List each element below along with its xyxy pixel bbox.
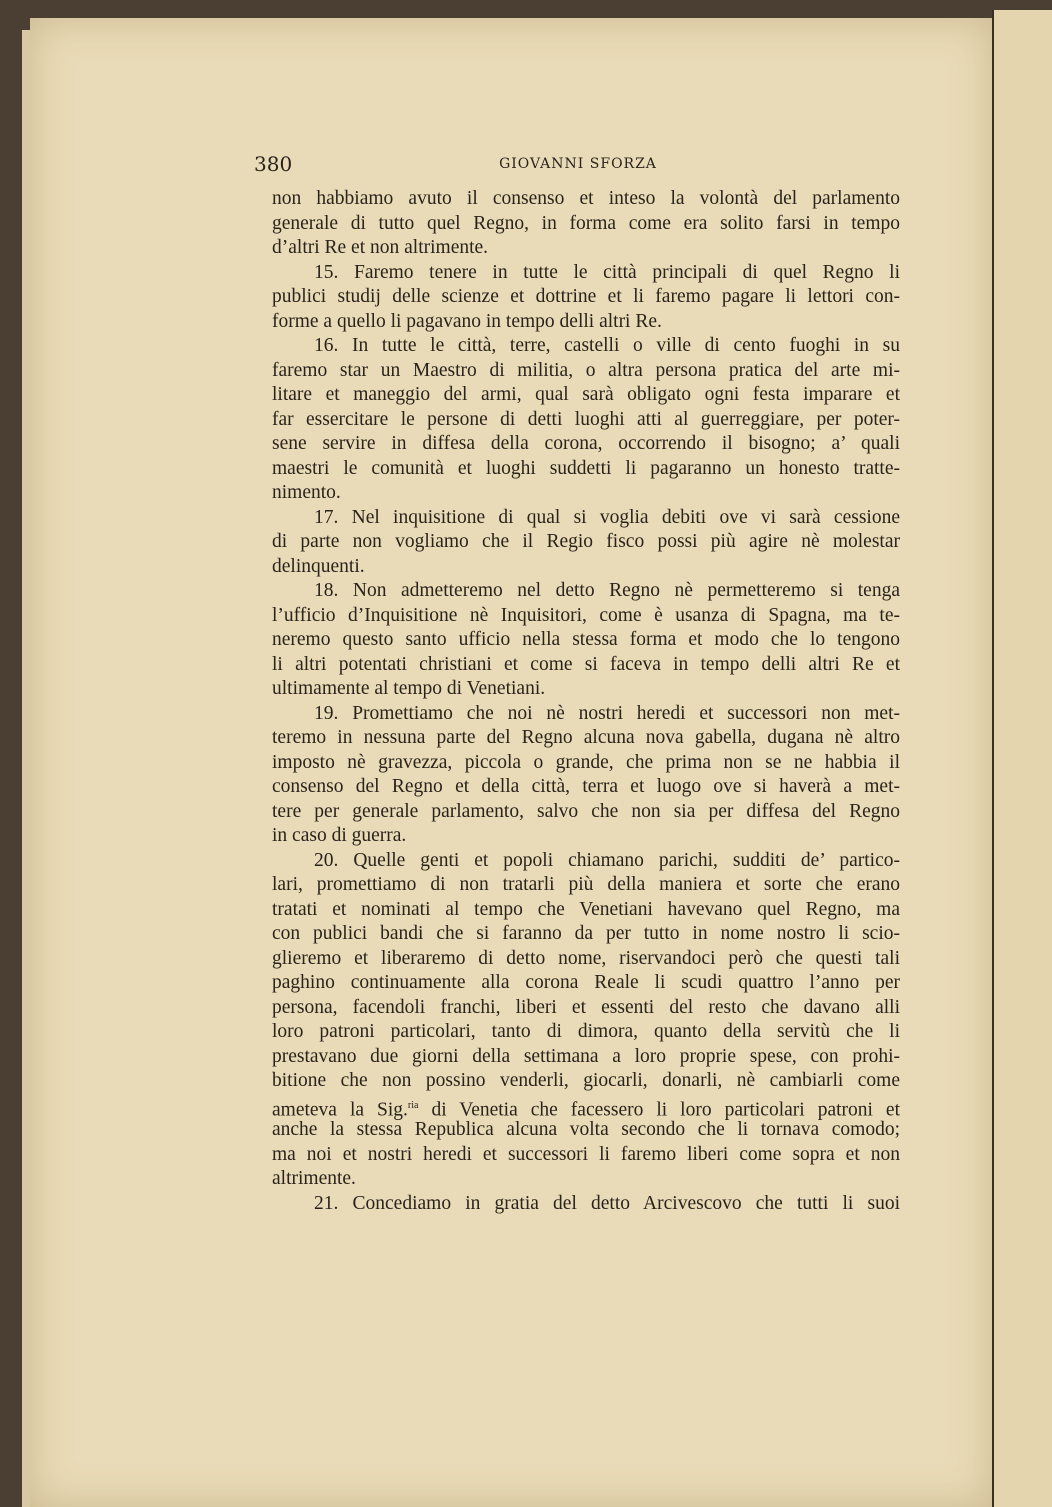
text-line: prestavano due giorni della settimana a loro proprie spese, con prohi- xyxy=(272,1045,900,1067)
text-line: d’altri Re et non altrimente. xyxy=(272,237,489,258)
text-line: imposto nè gravezza, piccola o grande, che prima non se ne habbia il xyxy=(272,751,900,773)
text-line: paghino continuamente alla corona Reale li scudi quattro l’anno per xyxy=(272,972,900,993)
paragraph xyxy=(272,261,900,335)
text-line: 17. Nel inquisitione di qual si voglia debiti ove vi sarà cessione xyxy=(314,506,900,528)
running-title: GIOVANNI SFORZA xyxy=(499,156,657,172)
text-line: lari, promettiamo di non tratarli più della maniera et sorte che erano xyxy=(272,874,900,895)
text-line: consenso del Regno et della città, terra et luogo ove si haverà a met- xyxy=(272,776,900,797)
text-line: 20. Quelle genti et popoli chiamano parichi, sudditi de’ partico- xyxy=(314,849,900,871)
text-line: 21. Concediamo in gratia del detto Arcivescovo che tutti li suoi xyxy=(314,1192,900,1214)
text-line: ma noi et nostri heredi et successori li faremo liberi come sopra et non xyxy=(272,1143,900,1165)
text-line: 16. In tutte le città, terre, castelli o ville di cento fuoghi in su xyxy=(314,335,900,356)
paragraph xyxy=(272,506,900,580)
text-line: litare et maneggio del armi, qual sarà obligato ogni festa imparare et xyxy=(272,384,900,405)
text-line: tratati et nominati al tempo che Venetiani havevano quel Regno, ma xyxy=(272,898,900,920)
text-line: l’ufficio d’Inquisitione nè Inquisitori, come è usanza di Spagna, ma te- xyxy=(272,604,900,626)
text-line: li altri potentati christiani et come si faceva in tempo delli altri Re et xyxy=(272,653,900,675)
text-line: generale di tutto quel Regno, in forma come era solito farsi in tempo xyxy=(272,212,900,234)
page-header xyxy=(254,152,902,178)
paragraph xyxy=(272,702,900,849)
text-line: ultimamente al tempo di Venetiani. xyxy=(272,678,546,699)
text-line: 19. Promettiamo che noi nè nostri heredi et successori non met- xyxy=(314,702,900,724)
paragraph xyxy=(272,1192,900,1217)
text-line: neremo questo santo ufficio nella stessa forma et modo che lo tengono xyxy=(272,629,900,650)
text-line: 18. Non admetteremo nel detto Regno nè permetteremo si tenga xyxy=(314,580,900,601)
text-line: far essercitare le persone di detti luoghi atti al guerreggiare, per poter- xyxy=(272,408,900,430)
text-line: delinquenti. xyxy=(272,555,365,577)
paragraph xyxy=(272,849,900,1192)
text-line: ameteva la Sig.$^{ria}$ di Venetia che facessero li loro particolari patroni et xyxy=(272,1099,901,1120)
text-line: loro patroni particolari, tanto di dimora, quanto della servitù che li xyxy=(272,1021,900,1042)
text-line: maestri le comunità et luoghi suddetti li pagaranno un honesto tratte- xyxy=(272,457,900,479)
text-line: non habbiamo avuto il consenso et inteso la volontà del parlamento xyxy=(272,188,900,209)
text-line: teremo in nessuna parte del Regno alcuna nova gabella, dugana nè altro xyxy=(272,727,900,748)
paragraph xyxy=(272,187,900,261)
text-line: tere per generale parlamento, salvo che non sia per diffesa del Regno xyxy=(272,800,900,822)
body-text xyxy=(272,187,900,1216)
text-line: faremo star un Maestro di militia, o altra persona pratica del arte mi- xyxy=(272,359,900,381)
text-line: nimento. xyxy=(272,482,341,503)
paragraph xyxy=(272,334,900,506)
text-line: 15. Faremo tenere in tutte le città principali di quel Regno li xyxy=(314,261,900,283)
text-line: glieremo et liberaremo di detto nome, riservandoci però che questi tali xyxy=(272,947,900,969)
text-line: con publici bandi che si faranno da per tutto in nome nostro li scio- xyxy=(272,923,900,944)
text-line: sene servire in diffesa della corona, occorrendo il bisogno; a’ quali xyxy=(272,433,900,454)
text-line: forme a quello li pagavano in tempo delli altri Re. xyxy=(272,310,662,332)
text-line: anche la stessa Republica alcuna volta secondo che li tornava comodo; xyxy=(272,1119,900,1140)
paragraph xyxy=(272,579,900,702)
text-line: publici studij delle scienze et dottrine et li faremo pagare li lettori con- xyxy=(272,286,900,307)
text-line: di parte non vogliamo che il Regio fisco possi più agire nè molestar xyxy=(272,531,900,552)
text-line: persona, facendoli franchi, liberi et essenti del resto che davano alli xyxy=(272,996,900,1018)
text-line: in caso di guerra. xyxy=(272,825,407,846)
text-line: altrimente. xyxy=(272,1168,356,1189)
page-number: 380 xyxy=(254,152,293,176)
text-line: bitione che non possino venderli, giocarli, donarli, nè cambiarli come xyxy=(272,1070,900,1091)
facing-page-edge xyxy=(992,10,1052,1507)
